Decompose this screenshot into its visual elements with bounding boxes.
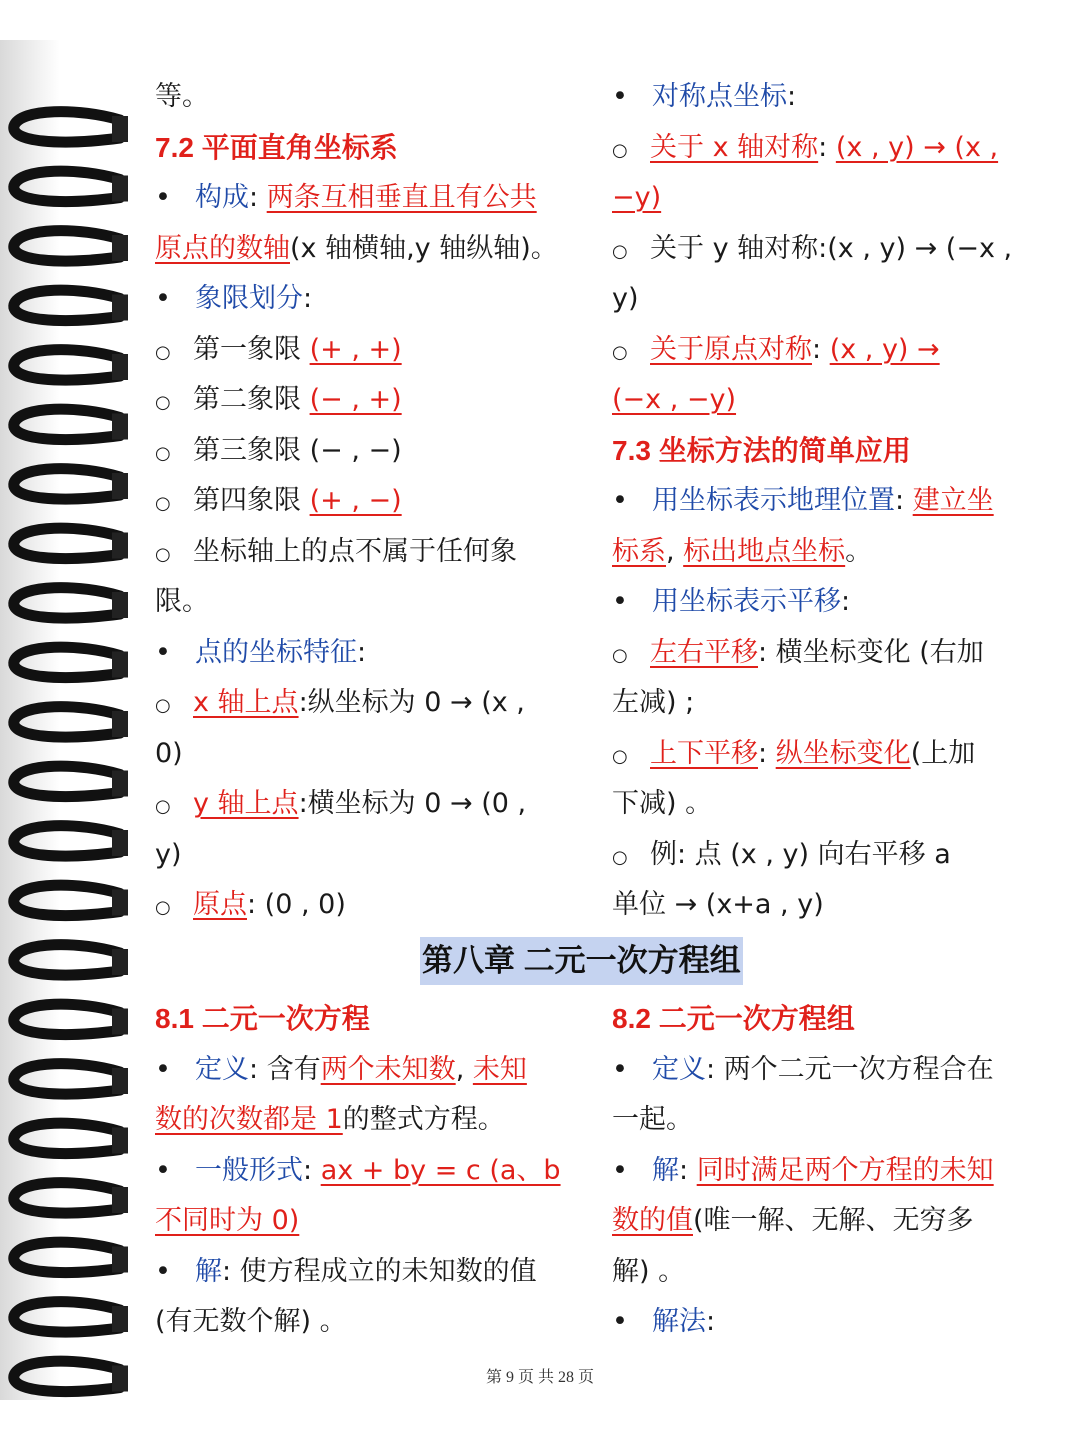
- list-item: • 定义: 两个二元一次方程合在: [612, 1053, 994, 1085]
- spiral-ring-icon: [14, 171, 120, 201]
- binding-hole-icon: [112, 830, 128, 856]
- binding-hole-icon: [112, 533, 128, 559]
- binding-hole-icon: [112, 354, 128, 380]
- spiral-ring-icon: [14, 1183, 120, 1213]
- spiral-ring-icon: [14, 231, 120, 261]
- sub-item: ○ 关于 y 轴对称:(x , y) → (−x ,: [612, 232, 1013, 264]
- spiral-ring-icon: [14, 1302, 120, 1332]
- list-item: • 解: 使方程成立的未知数的值: [155, 1255, 537, 1287]
- binding-hole-icon: [112, 295, 128, 321]
- section-title-8-1: 8.1 二元一次方程: [155, 1003, 370, 1034]
- binding-hole-icon: [112, 1009, 128, 1035]
- sub-item: ○ 第三象限 (− , −): [155, 434, 402, 466]
- spiral-ring-icon: [14, 469, 120, 499]
- text-line: 0): [155, 737, 183, 769]
- binding-hole-icon: [112, 711, 128, 737]
- spiral-ring-icon: [14, 1242, 120, 1272]
- text-line: 一起。: [612, 1104, 693, 1135]
- text-line: 下减) 。: [612, 788, 713, 819]
- binding-hole-icon: [112, 1068, 128, 1094]
- binding-hole-icon: [112, 116, 128, 142]
- text-line: y): [612, 283, 639, 314]
- binding-hole-icon: [112, 235, 128, 261]
- list-item: • 对称点坐标:: [612, 81, 797, 112]
- sub-item: ○ 左右平移: 横坐标变化 (右加: [612, 636, 984, 668]
- spiral-ring-icon: [14, 945, 120, 975]
- list-item: • 用坐标表示平移:: [612, 586, 851, 617]
- text-line: (有无数个解) 。: [155, 1306, 347, 1337]
- section-title-8-2: 8.2 二元一次方程组: [612, 1003, 855, 1034]
- binding-hole-icon: [112, 473, 128, 499]
- binding-hole-icon: [112, 1306, 128, 1332]
- text-line: y): [155, 838, 182, 870]
- section-title-7-2: 7.2 平面直角坐标系: [155, 131, 398, 163]
- chapter-title: 第八章 二元一次方程组: [420, 937, 743, 985]
- spiral-ring-icon: [14, 409, 120, 439]
- text-line: 解) 。: [612, 1255, 686, 1287]
- spiral-ring-icon: [14, 647, 120, 677]
- text-line: 等。: [155, 81, 209, 112]
- sub-item: ○ 第四象限 (+ , −): [155, 485, 402, 516]
- spiral-ring-icon: [14, 112, 120, 142]
- spiral-ring-icon: [14, 1004, 120, 1034]
- binding-hole-icon: [112, 949, 128, 975]
- sub-item: ○ 第一象限 (+ , +): [155, 333, 402, 365]
- list-item: • 一般形式: ax + by = c (a、b: [155, 1154, 561, 1186]
- list-item: • 定义: 含有两个未知数, 未知: [155, 1053, 527, 1085]
- sub-item: ○ 关于 x 轴对称: (x , y) → (x ,: [612, 131, 999, 163]
- sub-item: ○ 坐标轴上的点不属于任何象: [155, 535, 517, 567]
- sub-item: ○ 例: 点 (x , y) 向右平移 a: [612, 838, 951, 870]
- page-footer: 第 9 页 共 28 页: [485, 1369, 594, 1386]
- sub-item: ○ 关于原点对称: (x , y) →: [612, 333, 940, 365]
- binding-hole-icon: [112, 1187, 128, 1213]
- left-column-8: [155, 994, 575, 1348]
- text-line: 数的次数都是 1的整式方程。: [155, 1104, 505, 1135]
- sub-item: ○ y 轴上点:横坐标为 0 → (0 ,: [155, 788, 527, 819]
- text-line: 不同时为 0): [155, 1205, 300, 1236]
- binding-hole-icon: [112, 414, 128, 440]
- sub-item: ○ 第二象限 (− , +): [155, 384, 402, 415]
- section-title-7-3: 7.3 坐标方法的简单应用: [612, 434, 911, 466]
- spiral-ring-icon: [14, 826, 120, 856]
- list-item: • 点的坐标特征:: [155, 636, 367, 668]
- binding-hole-icon: [112, 1128, 128, 1154]
- spiral-ring-icon: [14, 885, 120, 915]
- right-column: [612, 72, 1032, 931]
- binding-hole-icon: [112, 1247, 128, 1273]
- list-item: • 解: 同时满足两个方程的未知: [612, 1154, 994, 1186]
- sub-item: ○ x 轴上点:纵坐标为 0 → (x ,: [155, 687, 525, 718]
- list-item: • 用坐标表示地理位置: 建立坐: [612, 485, 994, 516]
- sub-item: ○ 原点: (0 , 0): [155, 889, 346, 920]
- spiral-ring-icon: [14, 1123, 120, 1153]
- spiral-ring-icon: [14, 588, 120, 618]
- text-line: 单位 → (x+a , y): [612, 889, 824, 920]
- spiral-ring-icon: [14, 766, 120, 796]
- text-line: 限。: [155, 586, 209, 617]
- binding-hole-icon: [112, 652, 128, 678]
- text-line: 原点的数轴(x 轴横轴,y 轴纵轴)。: [155, 232, 558, 264]
- spiral-ring-icon: [14, 1064, 120, 1094]
- binding-hole-icon: [112, 176, 128, 202]
- spiral-ring-icon: [14, 707, 120, 737]
- spiral-ring-icon: [14, 290, 120, 320]
- binding-hole-icon: [112, 890, 128, 916]
- text-line: (−x , −y): [612, 384, 737, 415]
- spiral-binding-icon: [0, 0, 135, 1437]
- right-column-8: [612, 994, 1032, 1348]
- list-item: • 解法:: [612, 1306, 716, 1337]
- binding-hole-icon: [112, 592, 128, 618]
- sub-item: ○ 上下平移: 纵坐标变化(上加: [612, 737, 976, 769]
- list-item: • 象限划分:: [155, 283, 313, 314]
- text-line: 标系, 标出地点坐标。: [612, 535, 873, 567]
- text-line: 数的值(唯一解、无解、无穷多: [612, 1205, 974, 1236]
- text-line: −y): [612, 182, 662, 213]
- left-column: [155, 72, 575, 931]
- spiral-ring-icon: [14, 350, 120, 380]
- list-item: • 构成: 两条互相垂直且有公共: [155, 182, 537, 213]
- text-line: 左减) ;: [612, 687, 695, 718]
- spiral-ring-icon: [14, 528, 120, 558]
- binding-hole-icon: [112, 771, 128, 797]
